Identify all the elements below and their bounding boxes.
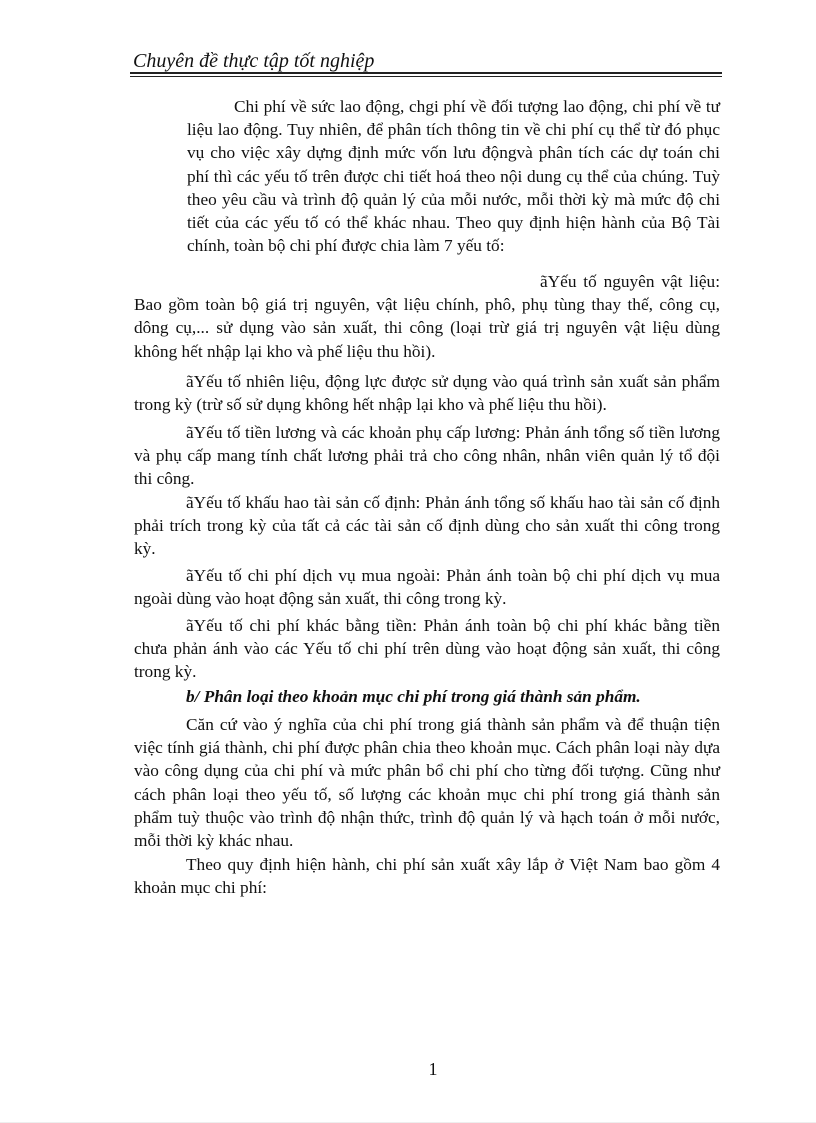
paragraph-fuel: ãYếu tố nhiên liệu, động lực được sử dụng vào quá trình sản xuất sản phẩm trong kỳ (trừ số sử dụng không hết nhập lại kho và phế liệu thu hồi). [134,372,720,415]
paragraph-depreciation: ãYếu tố khấu hao tài sản cố định: Phản ánh tổng số khấu hao tài sản cố định phải trích trong kỳ của tất cả các tài sản cố định dùng cho sản xuất thi công trong kỳ. [134,493,720,559]
section-heading: b/ Phân loại theo khoản mục chi phí trong giá thành sản phẩm. [186,687,641,706]
running-header: Chuyên đề thực tập tốt nghiệp [133,50,375,72]
paragraph-raw-materials: ãYếu tố nguyên vật liệu: Bao gồm toàn bộ giá trị nguyên, vật liệu chính, phô, phụ tùng thay thế, công cụ, dông cụ,... sử dụng vào sản xuất, thi công (loại trừ giá trị nguyên vật liệu dùng không hết nhập lại kho và phế liệu thu hồi). [134,272,720,361]
page-number: 1 [428,1059,438,1079]
paragraph-four-items: Theo quy định hiện hành, chi phí sản xuất xây lắp ở Việt Nam bao gồm 4 khoản mục chi phí: [134,855,720,898]
paragraph-intro: Chi phí về sức lao động, chgi phí về đối tượng lao động, chi phí về tư liệu lao động. Tuy nhiên, để phân tích thông tin về chi phí cụ thể từ đó phục vụ cho việc xây dựng định mức vốn lưu độngvà phân tích các dự toán chi phí thì các yếu tố trên được chi tiết hoá theo nội dung cụ thể của chúng. Tuỳ theo yêu cầu và trình độ quản lý của mỗi nước, mỗi thời kỳ mà mức độ chi tiết của các yếu tố có thể khác nhau. Theo quy định hiện hành của Bộ Tài chính, toàn bộ chi phí được chia làm 7 yếu tố: [187,97,720,256]
paragraph-outsourced-services: ãYếu tố chi phí dịch vụ mua ngoài: Phản ánh toàn bộ chi phí dịch vụ mua ngoài dùng vào hoạt động sản xuất, thi công trong kỳ. [134,566,720,609]
paragraph-wages: ãYếu tố tiền lương và các khoản phụ cấp lương: Phản ánh tổng số tiền lương và phụ cấp mang tính chất lương phải trả cho công nhân, nhân viên quản lý tổ đội thi công. [134,423,720,489]
header-rule-thin [130,76,722,77]
paragraph-other-cash-costs: ãYếu tố chi phí khác bằng tiền: Phản ánh toàn bộ chi phí khác bằng tiền chưa phản ánh vào các Yếu tố chi phí trên dùng vào hoạt động sản xuất, thi công trong kỳ. [134,616,720,682]
header-rule-thick [130,72,722,74]
paragraph-cost-items: Căn cứ vào ý nghĩa của chi phí trong giá thành sản phẩm và để thuận tiện việc tính giá thành, chi phí được phân chia theo khoản mục. Cách phân loại này dựa vào công dụng của chi phí và mức phân bổ chi phí cho từng đối tượng. Cũng như cách phân loại theo yếu tố, số lượng các khoản mục chi phí trong giá thành sản phẩm tuỳ thuộc vào trình độ nhận thức, trình độ quản lý và hạch toán ở mỗi nước, mỗi thời kỳ khác nhau. [134,715,720,851]
